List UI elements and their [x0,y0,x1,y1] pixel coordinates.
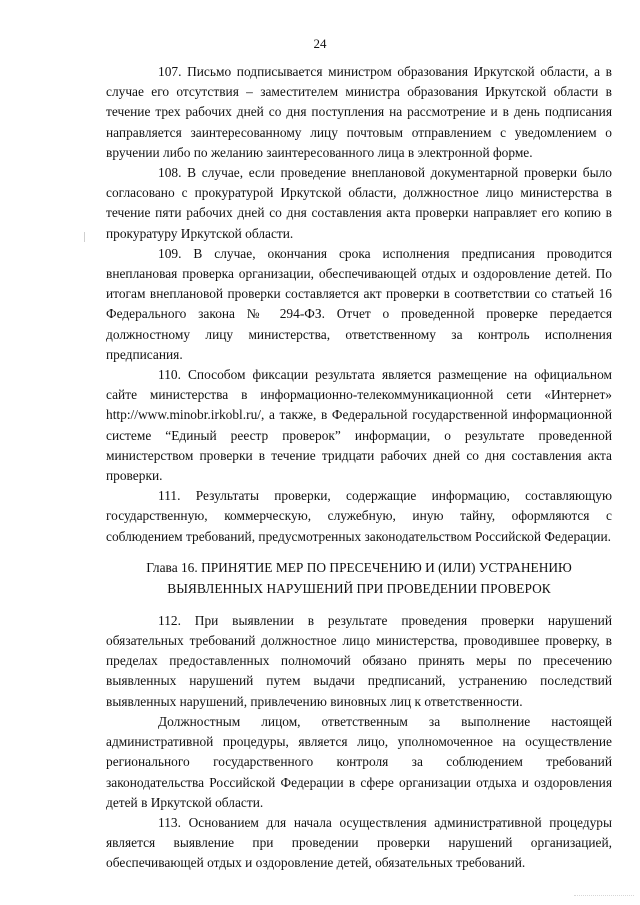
document-body [106,62,612,874]
paragraph-110: 110. Способом фиксации результата является размещение на официальном сайте министерства в информационно-телекоммуникационной сети «Интернет» http://www.minobr.irkobl.ru/, а также, в Федеральной государственной информационной системе “Единый реестр проверок” информации, о результате проведенной министерством проверки в течение тридцати рабочих дней со дня составления акта проверки. [106,367,612,484]
paragraph-responsible-person: Должностным лицом, ответственным за выполнение настоящей административной процедуры, является лицо, уполномоченное на осуществление регионального государственного контроля за соблюдением требований законодательства Российской Федерации в сфере организации отдыха и оздоровления детей в Иркутской области. [106,713,612,810]
margin-mark [84,232,85,242]
paragraph-107: 107. Письмо подписывается министром образования Иркутской области, а в случае его отсутствия – заместителем министра образования Иркутской области в течение трех рабочих дней со дня поступления на рассмотрение и в день подписания направляется заинтересованному лицу почтовым отправлением с уведомлением о вручении либо по желанию заинтересованного лица в электронной форме. [106,64,612,160]
chapter-heading-line-1: Глава 16. ПРИНЯТИЕ МЕР ПО ПРЕСЕЧЕНИЮ И (ИЛИ) УСТРАНЕНИЮ [146,559,572,575]
page-number: 24 [313,36,327,51]
chapter-heading [106,557,612,599]
paragraph-108: 108. В случае, если проведение внеплановой документарной проверки было согласовано с прокуратурой Иркутской области, должностное лицо министерства в течение пяти рабочих дней со дня составления акта проверки направляет его копию в прокуратуру Иркутской области. [106,165,612,241]
paragraph-113: 113. Основанием для начала осуществления административной процедуры является выявление при проведении проверки нарушений организацией, обеспечивающей отдых и оздоровление детей, обязательных требований. [106,814,612,871]
paragraph-112: 112. При выявлении в результате проведения проверки нарушений обязательных требований должностное лицо министерства, проводившее проверку, в пределах предоставленных полномочий обязано принять меры по пресечению выявленных нарушений путем выдачи предписаний, устранению последствий выявленных нарушений, привлечению виновных лиц к ответственности. [106,612,612,709]
scan-edge-artifact [574,895,634,899]
paragraph-111: 111. Результаты проверки, содержащие информацию, составляющую государственную, коммерческую, служебную, иную тайну, оформляются с соблюдением требований, предусмотренных законодательством Российской Федерации. [106,488,612,544]
chapter-heading-line-2: ВЫЯВЛЕННЫХ НАРУШЕНИЙ ПРИ ПРОВЕДЕНИИ ПРОВЕРОК [167,580,551,596]
paragraph-109: 109. В случае, окончания срока исполнения предписания проводится внеплановая проверка организации, обеспечивающей отдых и оздоровление детей. По итогам внеплановой проверки составляется акт проверки в соответствии со статьей 16 Федерального закона № 294-ФЗ. Отчет о проведенной проверке передается должностному лицу министерства, ответственному за контроль исполнения предписания. [106,245,612,362]
